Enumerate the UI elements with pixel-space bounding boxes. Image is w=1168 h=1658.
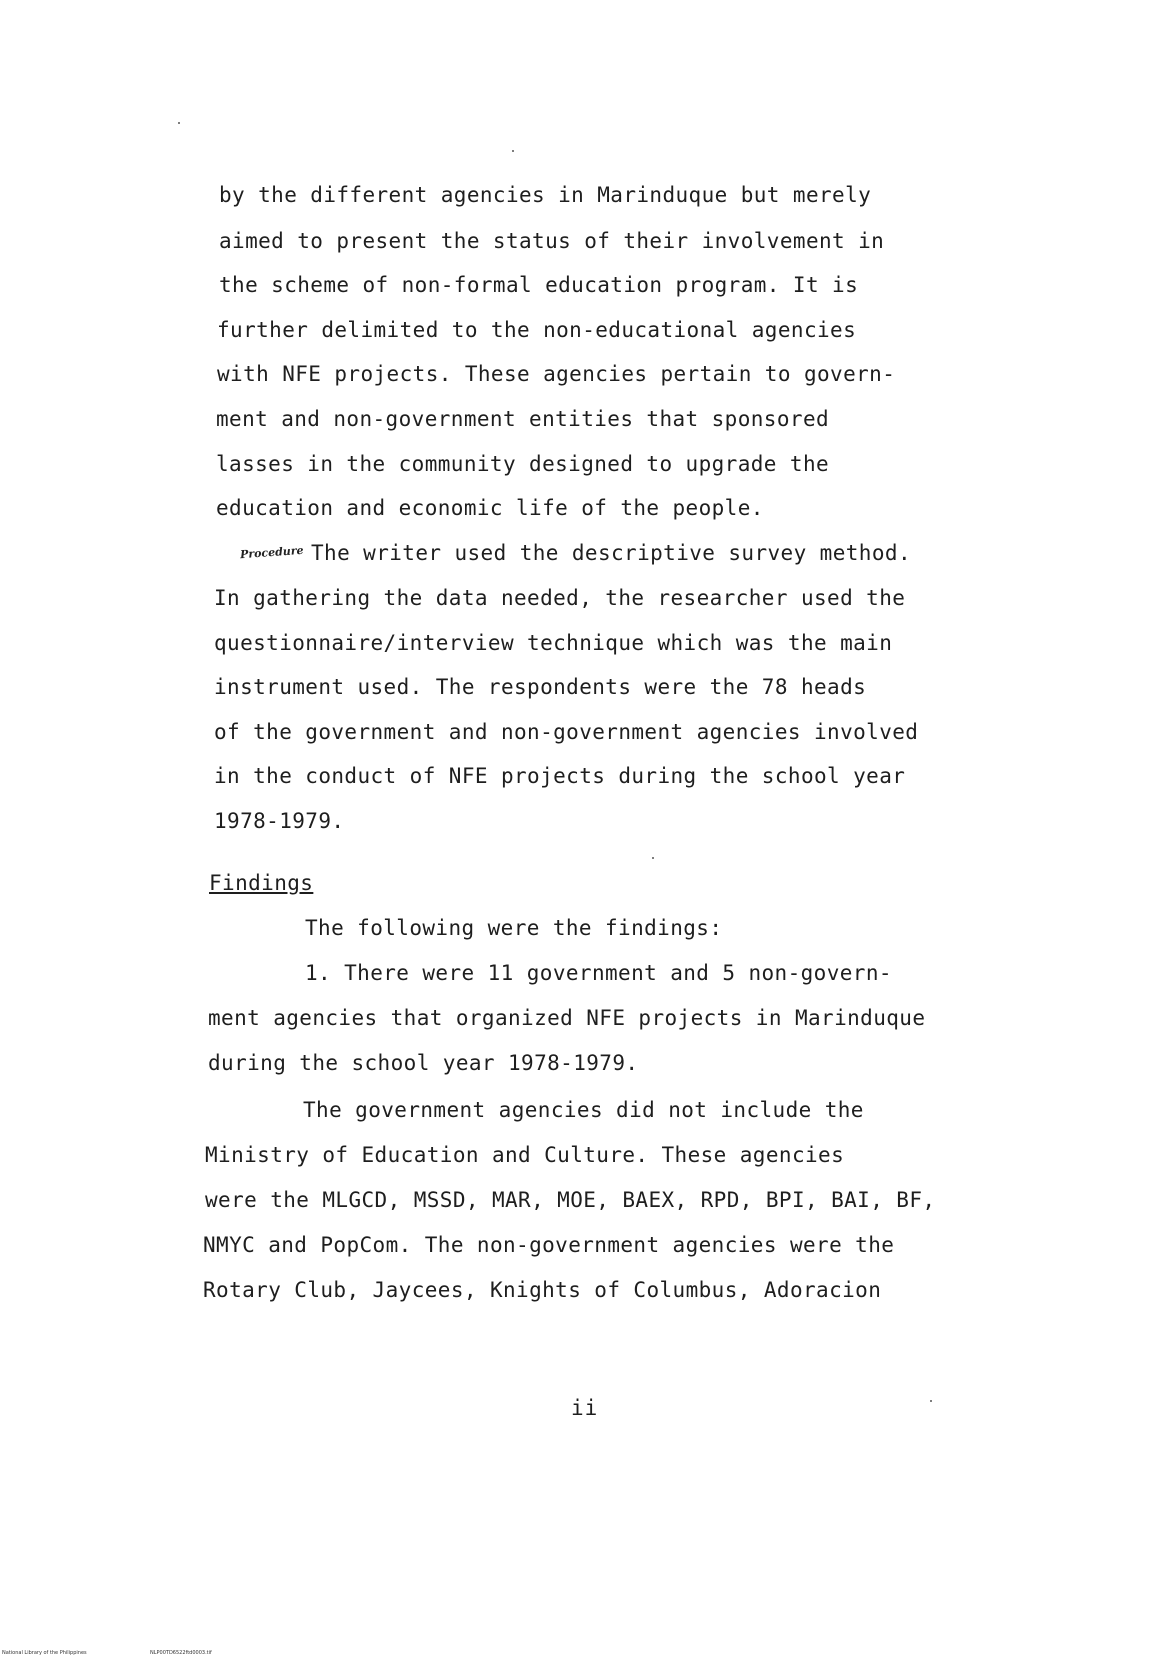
paragraph-line: NMYC and PopCom. The non-government agencies were the [203, 1233, 895, 1257]
scan-speck [178, 122, 180, 124]
paragraph-line: education and economic life of the people. [216, 496, 764, 520]
paragraph-line: Ministry of Education and Culture. These agencies [205, 1143, 845, 1167]
paragraph-line: the scheme of non-formal education program. It is [219, 273, 859, 297]
footer-library: National Library of the Philippines [2, 1650, 87, 1656]
paragraph-line: In gathering the data needed, the researcher used the [214, 586, 906, 610]
scan-speck [652, 857, 654, 859]
scan-speck [512, 150, 514, 152]
paragraph-line: The following were the findings: [305, 916, 723, 940]
paragraph-line: of the government and non-government agencies involved [214, 720, 919, 744]
footer-file: NLP00TD6522ftd0003.tif [150, 1650, 212, 1656]
paragraph-line: The government agencies did not include the [303, 1098, 864, 1122]
section-heading: Findings [209, 871, 314, 895]
handwritten-annotation: Procedure [239, 543, 304, 562]
paragraph-line: ment and non-government entities that sponsored [216, 407, 830, 431]
paragraph-line: lasses in the community designed to upgrade the [216, 452, 830, 476]
paragraph-line: were the MLGCD, MSSD, MAR, MOE, BAEX, RPD, BPI, BAI, BF, [205, 1188, 936, 1212]
paragraph-line: 1978-1979. [214, 809, 345, 833]
paragraph-line: further delimited to the non-educational agencies [217, 318, 857, 342]
scan-speck [930, 1400, 932, 1402]
page-number: ii [571, 1396, 599, 1420]
paragraph-line: in the conduct of NFE projects during the school year [214, 764, 906, 788]
paragraph-line: with NFE projects. These agencies pertain to govern- [217, 362, 896, 386]
paragraph-line: aimed to present the status of their involvement in [219, 229, 885, 253]
paragraph-line: Rotary Club, Jaycees, Knights of Columbus, Adoracion [203, 1278, 882, 1302]
paragraph-line: questionnaire/interview technique which was the main [214, 631, 893, 655]
paragraph-line: by the different agencies in Marinduque but merely [219, 183, 872, 207]
paragraph-line: 1. There were 11 government and 5 non-govern- [305, 961, 892, 985]
paragraph-line: during the school year 1978-1979. [208, 1051, 639, 1075]
paragraph-line: ment agencies that organized NFE projects in Marinduque [208, 1006, 926, 1030]
paragraph-line: instrument used. The respondents were the 78 heads [214, 675, 867, 699]
paragraph-line: The writer used the descriptive survey method. [311, 541, 911, 565]
